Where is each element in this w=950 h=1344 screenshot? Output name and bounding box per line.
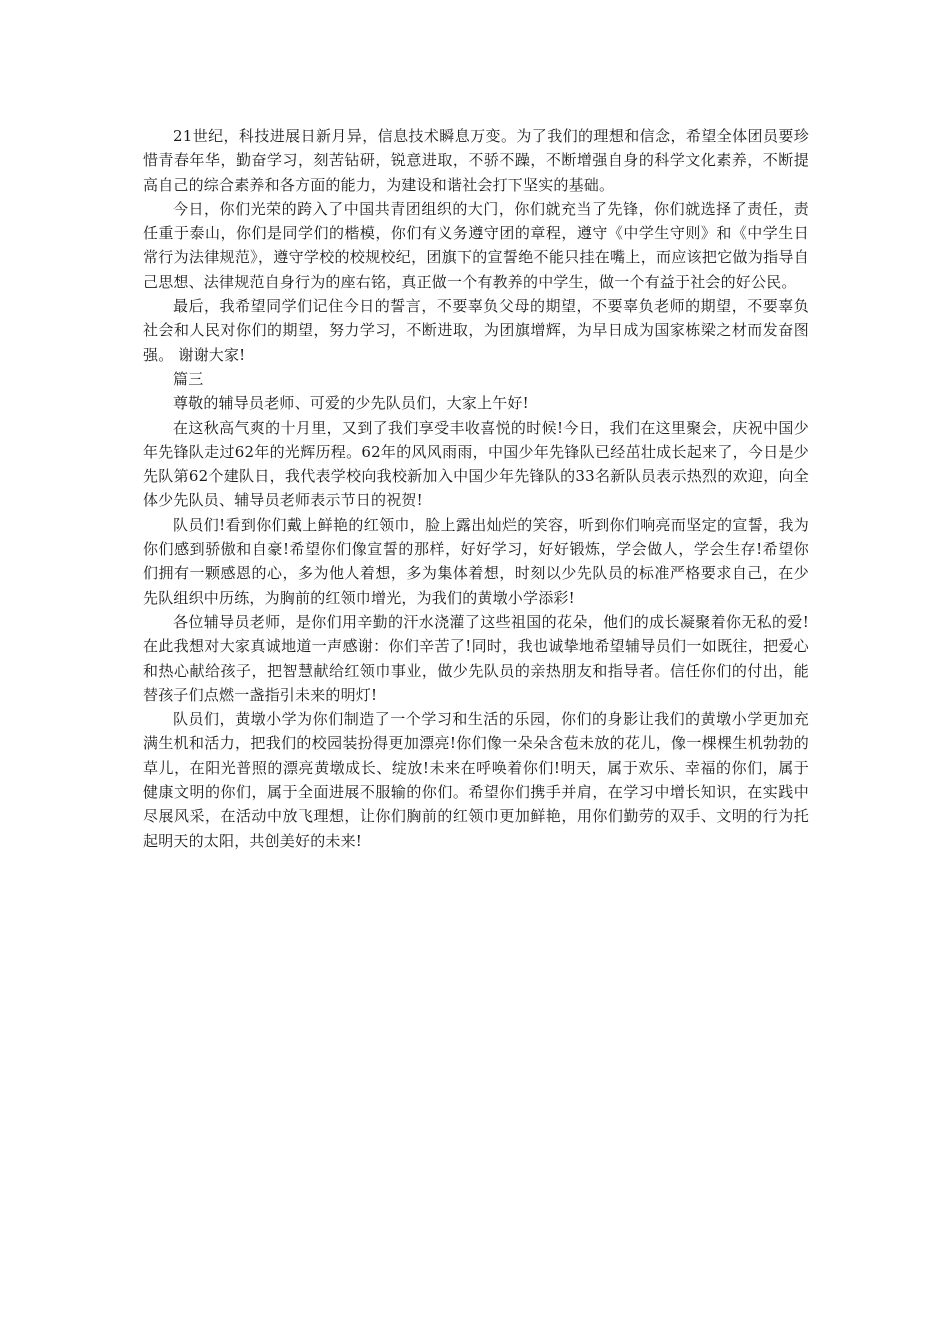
- paragraph-league-entry: 今日，你们光荣的跨入了中国共青团组织的大门，你们就充当了先锋，你们就选择了责任，责任重于泰山，你们是同学们的楷模，你们有义务遵守团的章程，遵守《中学生守则》和《中学生日常行为法律规范》，遵守学校的校规校纪，团旗下的宣誓绝不能只挂在嘴上，而应该把它做为指导自己思想、法律规范自身行为的座右铭，真正做一个有教养的中学生，做一个有益于社会的好公民。: [143, 199, 809, 291]
- paragraph-team-members: 队员们!看到你们戴上鲜艳的红领巾，脸上露出灿烂的笑容，听到你们响亮而坚定的宣誓，我为你们感到骄傲和自豪!希望你们像宣誓的那样，好好学习，好好锻炼，学会做人，学会生存!希望你们拥有一颗感恩的心，多为他人着想，多为集体着想，时刻以少先队员的标准严格要求自己，在少先队组织中历练，为胸前的红领巾增光，为我们的黄墩小学添彩!: [143, 515, 809, 607]
- paragraph-counselors: 各位辅导员老师，是你们用辛勤的汗水浇灌了这些祖国的花朵，他们的成长凝聚着你无私的爱!在此我想对大家真诚地道一声感谢：你们辛苦了!同时，我也诚挚地希望辅导员们一如既往，把爱心和热心献给孩子，把智慧献给红领巾事业，做少先队员的亲热朋友和指导者。信任你们的付出，能替孩子们点燃一盏指引未来的明灯!: [143, 612, 809, 704]
- paragraph-school-future: 队员们，黄墩小学为你们制造了一个学习和生活的乐园，你们的身影让我们的黄墩小学更加充满生机和活力，把我们的校园装扮得更加漂亮!你们像一朵朵含苞未放的花儿，像一棵棵生机勃勃的草儿，在阳光普照的漂亮黄墩成长、绽放!未来在呼唤着你们!明天，属于欢乐、幸福的你们，属于健康文明的你们，属于全面进展不服输的你们。希望你们携手并肩，在学习中增长知识，在实践中尽展风采，在活动中放飞理想，让你们胸前的红领巾更加鲜艳，用你们勤劳的双手、文明的行为托起明天的太阳，共创美好的未来!: [143, 710, 809, 850]
- document-page: [143, 124, 809, 853]
- paragraph-technology: 21世纪，科技进展日新月异，信息技术瞬息万变。为了我们的理想和信念，希望全体团员要珍惜青春年华，勤奋学习，刻苦钻研，锐意进取，不骄不躁，不断增强自身的科学文化素养，不断提高自己的综合素养和各方面的能力，为建设和谐社会打下坚实的基础。: [143, 127, 809, 194]
- paragraph-celebration: 在这秋高气爽的十月里，又到了我们享受丰收喜悦的时候!今日，我们在这里聚会，庆祝中国少年先锋队走过62年的光辉历程。62年的风风雨雨，中国少年先锋队已经茁壮成长起来了，今日是少先队第62个建队日，我代表学校向我校新加入中国少年先锋队的33名新队员表示热烈的欢迎，向全体少先队员、辅导员老师表示节日的祝贺!: [143, 418, 809, 510]
- section-heading: 篇三: [173, 369, 204, 388]
- paragraph-greeting: 尊敬的辅导员老师、可爱的少先队员们，大家上午好!: [173, 394, 529, 413]
- paragraph-closing-thanks: 最后，我希望同学们记住今日的誓言，不要辜负父母的期望，不要辜负老师的期望，不要辜负社会和人民对你们的期望，努力学习，不断进取，为团旗增辉，为早日成为国家栋梁之材而发奋图强。 谢谢大家!: [143, 297, 809, 364]
